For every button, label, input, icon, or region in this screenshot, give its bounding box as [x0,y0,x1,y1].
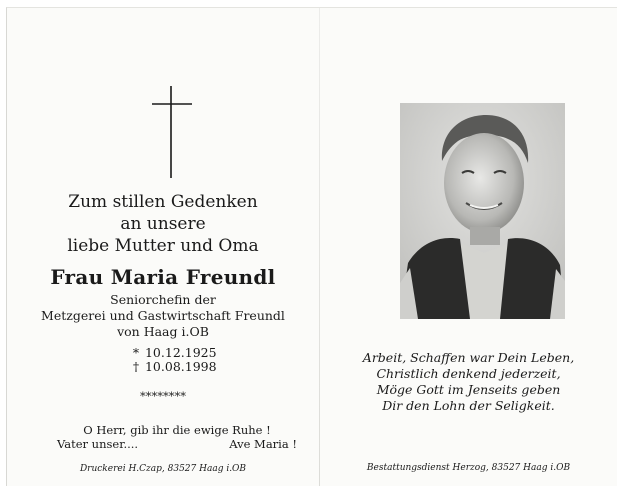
portrait-image [400,103,565,319]
poem [320,350,617,414]
prayer-vater-unser: Vater unser.... [57,437,139,451]
death-cross-symbol: † [132,359,140,374]
birth-date: 10.12.1925 [144,345,217,360]
memorial-card [6,7,617,486]
birth-symbol: * [132,345,140,360]
intro-line-3: liebe Mutter und Oma [67,236,259,256]
left-page [7,8,319,486]
life-dates [131,346,217,374]
right-page [320,8,617,486]
prayer-ave-maria: Ave Maria ! [229,437,297,451]
birth-row [131,346,217,360]
poem-line-2: Christlich denkend jederzeit, [376,366,561,381]
prayer-line-1: O Herr, gib ihr die ewige Ruhe ! [83,423,271,437]
role-line-1: Seniorchefin der [110,292,216,307]
death-row [131,360,217,374]
death-date: 10.08.1998 [144,359,217,374]
deceased-name: Frau Maria Freundl [50,265,276,289]
prayer-line-2 [57,437,297,451]
portrait-photo [400,103,565,319]
intro-line-1: Zum stillen Gedenken [68,192,258,212]
funeral-service-imprint: Bestattungsdienst Herzog, 83527 Haag i.OB [366,463,571,473]
prayer-block [57,423,297,451]
intro-line-2: an unsere [120,214,206,234]
role-line-2: Metzgerei und Gastwirtschaft Freundl [41,308,285,323]
printer-imprint: Druckerei H.Czap, 83527 Haag i.OB [79,464,247,474]
poem-line-3: Möge Gott im Jenseits geben [376,382,561,397]
role-line-3: von Haag i.OB [117,324,209,339]
poem-line-4: Dir den Lohn der Seligkeit. [382,398,555,413]
separator-stars: ******** [140,389,186,403]
poem-line-1: Arbeit, Schaffen war Dein Leben, [362,350,575,365]
